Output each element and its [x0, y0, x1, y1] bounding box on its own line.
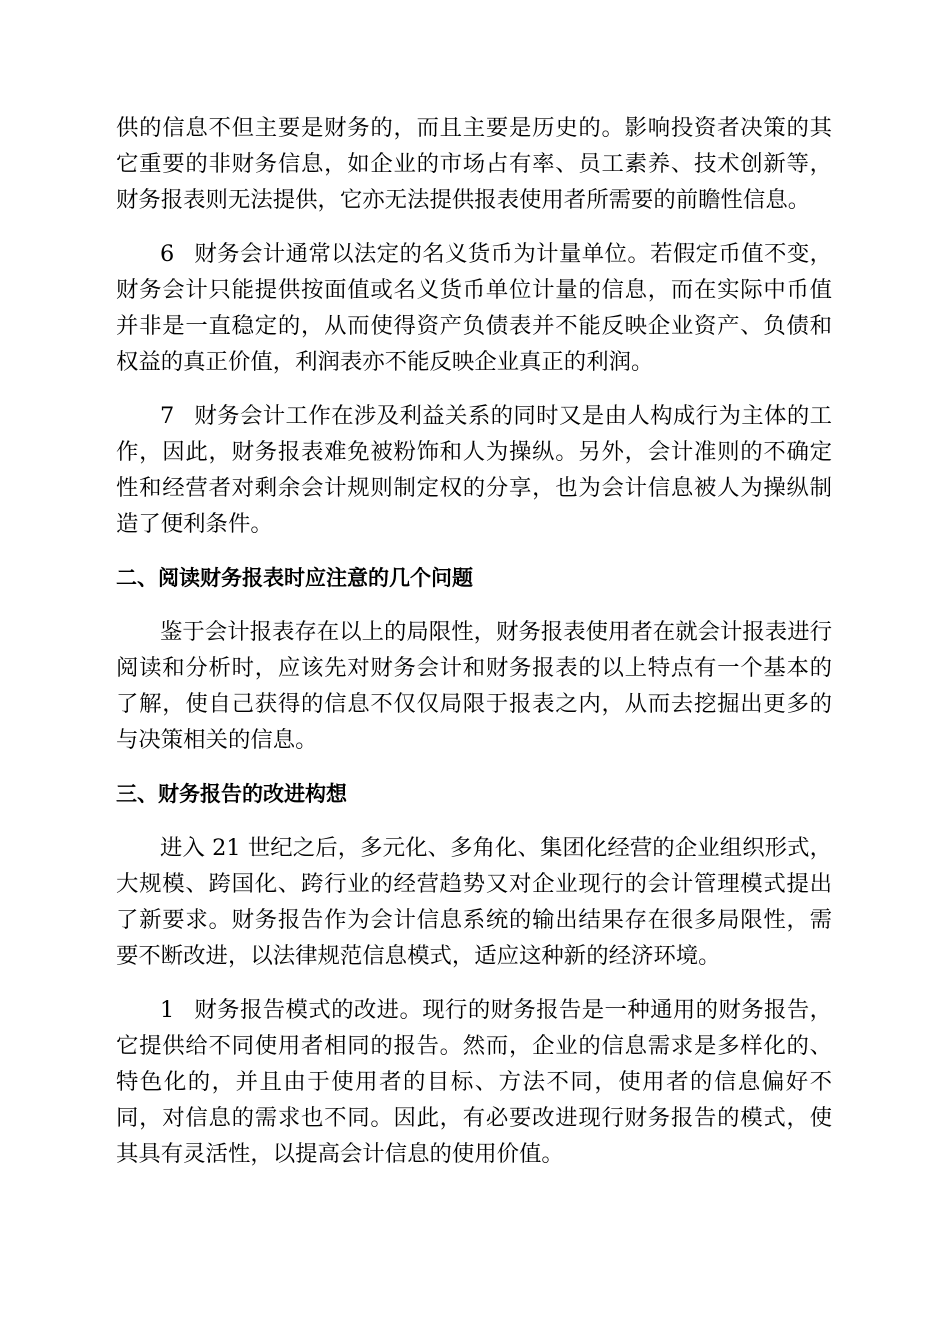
item-number: 6: [160, 241, 175, 267]
section-heading-2: 二、阅读财务报表时应注意的几个问题: [116, 566, 473, 590]
document-page: [116, 110, 832, 1190]
section-heading-3: 三、财务报告的改进构想: [116, 782, 347, 806]
paragraph-item-6: [116, 236, 832, 380]
paragraph-continued: 供的信息不但主要是财务的，而且主要是历史的。影响投资者决策的其它重要的非财务信息，如企业的市场占有率、员工素养、技术创新等，财务报表则无法提供，它亦无法提供报表使用者所需要的前瞻性信息。: [116, 115, 832, 213]
item-text: 财务会计工作在涉及利益关系的同时又是由人构成行为主体的工作，因此，财务报表难免被粉饰和人为操纵。另外，会计准则的不确定性和经营者对剩余会计规则制定权的分享，也为会计信息被人为操纵制造了便利条件。: [116, 403, 832, 537]
paragraph-section-2: 鉴于会计报表存在以上的局限性，财务报表使用者在就会计报表进行阅读和分析时，应该先对财务会计和财务报表的以上特点有一个基本的了解，使自己获得的信息不仅仅局限于报表之内，从而去挖掘出更多的与决策相关的信息。: [116, 619, 832, 753]
item-text: 财务会计通常以法定的名义货币为计量单位。若假定币值不变，财务会计只能提供按面值或名义货币单位计量的信息，而在实际中币值并非是一直稳定的，从而使得资产负债表并不能反映企业资产、负债和权益的真正价值，利润表亦不能反映企业真正的利润。: [116, 241, 832, 375]
item-number: 1: [160, 997, 175, 1023]
paragraph-item-1: [116, 992, 832, 1172]
paragraph-section-3: 进入 21 世纪之后，多元化、多角化、集团化经营的企业组织形式，大规模、跨国化、跨行业的经营趋势又对企业现行的会计管理模式提出了新要求。财务报告作为会计信息系统的输出结果存在很多局限性，需要不断改进，以法律规范信息模式，适应这种新的经济环境。: [116, 835, 832, 969]
item-text: 财务报告模式的改进。现行的财务报告是一种通用的财务报告，它提供给不同使用者相同的报告。然而，企业的信息需求是多样化的、特色化的，并且由于使用者的目标、方法不同，使用者的信息偏好不同，对信息的需求也不同。因此，有必要改进现行财务报告的模式，使其具有灵活性，以提高会计信息的使用价值。: [116, 997, 832, 1167]
item-number: 7: [160, 403, 175, 429]
paragraph-item-7: [116, 398, 832, 542]
